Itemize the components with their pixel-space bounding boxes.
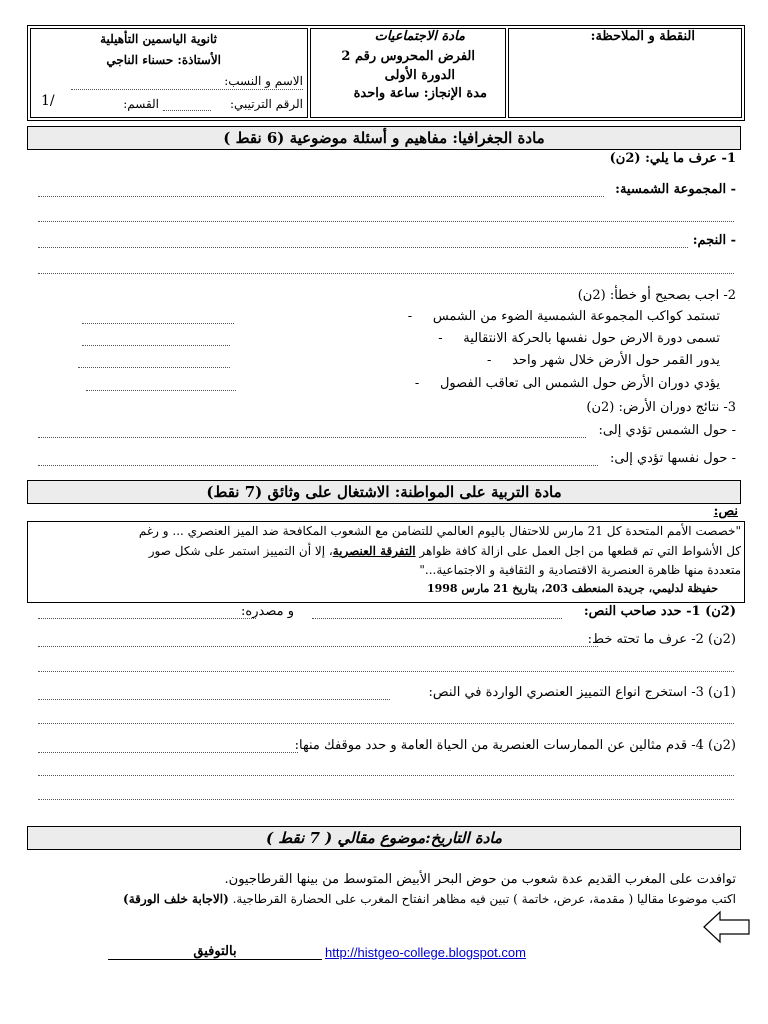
- history-intro: توافدت على المغرب القديم عدة شعوب من حوض البحر الأبيض المتوسط من بينها القرطاجيون.: [224, 872, 736, 887]
- tf-statement-2: تسمى دورة الارض حول نفسها بالحركة الانتقالية -: [438, 331, 720, 346]
- geo-q2: 2- اجب بصحيح أو خطأ: (2ن): [577, 288, 736, 303]
- rank-label: الرقم الترتيبي:: [229, 97, 303, 111]
- answer-line[interactable]: [38, 220, 734, 222]
- answer-line[interactable]: [38, 246, 688, 248]
- geo-r1: - حول الشمس تؤدي إلى:: [598, 423, 736, 438]
- school-name: ثانوية الياسمين التأهيلية: [100, 32, 217, 46]
- civics-title: مادة التربية على المواطنة: الاشتغال على وثائق (7 نقط): [27, 480, 741, 504]
- answer-line[interactable]: [38, 798, 734, 800]
- tf-answer-2[interactable]: [82, 344, 230, 346]
- answer-line[interactable]: [38, 436, 586, 438]
- grade-label: النقطة و الملاحظة:: [590, 29, 695, 44]
- geo-q3: 3- نتائج دوران الأرض: (2ن): [586, 400, 736, 415]
- answer-line[interactable]: [38, 698, 390, 700]
- class-field[interactable]: [79, 97, 159, 111]
- tf-answer-4[interactable]: [86, 389, 236, 391]
- civ-q3: (1ن) 3- استخرج انواع التمييز العنصري الواردة في النص:: [428, 685, 736, 700]
- answer-line[interactable]: [38, 645, 598, 647]
- name-label: الاسم و النسب:: [224, 74, 303, 88]
- geo-term1: - المجموعة الشمسية:: [615, 182, 736, 197]
- geography-title: مادة الجغرافيا: مفاهيم و أسئلة موضوعية (6 نقط ): [27, 126, 741, 150]
- answer-line[interactable]: [38, 272, 734, 274]
- answer-line[interactable]: [312, 617, 562, 619]
- blog-link[interactable]: http://histgeo-college.blogspot.com: [325, 945, 526, 960]
- rank-field[interactable]: [213, 97, 303, 111]
- history-title: مادة التاريخ:موضوع مقالي ( 7 نقط ): [27, 826, 741, 850]
- geo-term2: - النجم:: [692, 233, 736, 248]
- text-line-1: "خصصت الأمم المتحدة كل 21 مارس للاحتفال باليوم العالمي للتضامن مع الشعوب المكافحة ضد الميز العنصري ... و رغم: [138, 524, 741, 538]
- tf-statement-1: تستمد كواكب المجموعة الشمسية الضوء من الشمس -: [407, 309, 720, 324]
- left-arrow-icon: [703, 910, 750, 944]
- text-line-2: كل الأشواط التي تم قطعها من اجل العمل على ازالة كافة ظواهر التفرقة العنصرية، إلا أن التمييز استمر على شكل صور: [148, 544, 741, 558]
- civ-q4: (2ن) 4- قدم مثالين عن الممارسات العنصرية من الحياة العامة و حدد موقفك منها:: [294, 738, 736, 753]
- tf-answer-3[interactable]: [78, 366, 230, 368]
- tf-answer-1[interactable]: [82, 322, 234, 324]
- subject-title: مادة الاجتماعيات: [374, 29, 465, 44]
- semester: الدورة الأولى: [384, 68, 455, 83]
- exam-header: [27, 25, 745, 121]
- history-task: اكتب موضوعا مقاليا ( مقدمة، عرض، خاتمة ) تبين فيه مظاهر انفتاح المغرب على الحضارة القرطاجية. (الاجابة خلف الورقة): [123, 892, 736, 906]
- text-line-3: متعددة منها ظاهرة العنصرية الاقتصادية و الثقافية و الاجتماعية...": [419, 563, 741, 577]
- civ-q1: (2ن) 1- حدد صاحب النص:: [583, 604, 736, 619]
- geo-q1: 1- عرف ما يلي: (2ن): [609, 151, 736, 166]
- history-note: (الاجابة خلف الورقة): [123, 892, 229, 906]
- exam-info-cell: [310, 28, 506, 118]
- answer-line[interactable]: [38, 617, 256, 619]
- text-source: حفيظة لدليمي، جريدة المنعطف 203، بتاريخ 21 مارس 1998: [426, 582, 718, 595]
- page-number: 1/: [41, 93, 55, 109]
- answer-line[interactable]: [38, 670, 734, 672]
- answer-line[interactable]: [38, 774, 734, 776]
- exam-title: الفرض المحروس رقم 2: [341, 49, 475, 64]
- student-info-cell: [30, 28, 308, 118]
- grade-cell: [508, 28, 742, 118]
- document-text-box: [27, 521, 745, 603]
- teacher-name: الأستاذة: حسناء الناجي: [106, 53, 221, 67]
- text-label: نص:: [713, 504, 738, 519]
- rank-dots: [163, 109, 211, 111]
- name-field[interactable]: [71, 74, 303, 90]
- answer-line[interactable]: [38, 195, 604, 197]
- answer-line[interactable]: [38, 751, 298, 753]
- closing-wish: بالتوفيق: [108, 944, 322, 960]
- answer-line[interactable]: [38, 722, 734, 724]
- underlined-term: التفرقة العنصرية: [332, 544, 416, 558]
- civ-q1-source: و مصدره:: [241, 604, 294, 619]
- duration: مدة الإنجاز: ساعة واحدة: [353, 86, 487, 101]
- civ-q2: (2ن) 2- عرف ما تحته خط:: [587, 632, 736, 647]
- geo-r2: - حول نفسها تؤدي إلى:: [610, 451, 736, 466]
- answer-line[interactable]: [38, 464, 598, 466]
- tf-statement-3: يدور القمر حول الأرض خلال شهر واحد -: [487, 353, 720, 368]
- class-label: القسم:: [123, 97, 159, 111]
- tf-statement-4: يؤدي دوران الأرض حول الشمس الى تعاقب الفصول -: [414, 376, 720, 391]
